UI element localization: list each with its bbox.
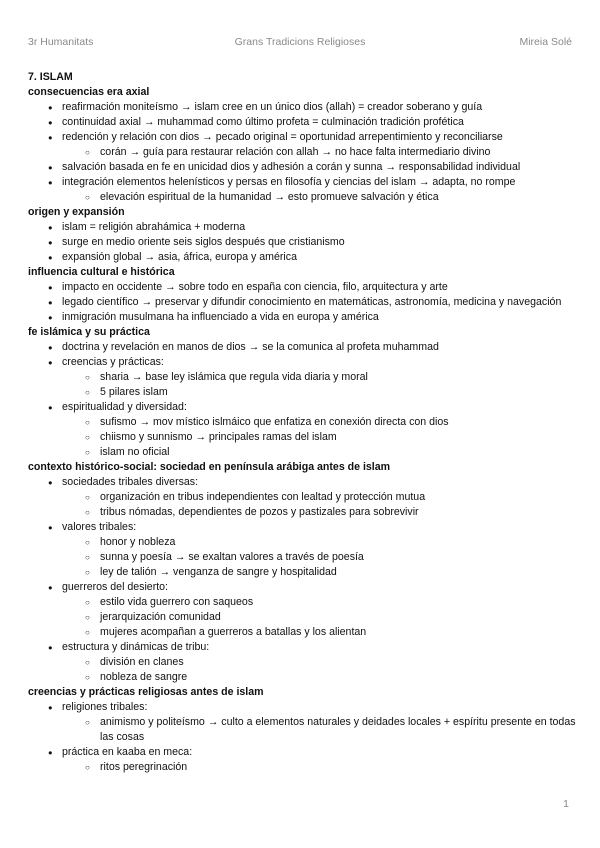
list-item xyxy=(28,700,576,745)
list-item-text: espiritualidad y diversidad: xyxy=(62,401,187,413)
sub-list xyxy=(62,595,576,640)
sub-list xyxy=(62,535,576,580)
sub-list-item: ○ tribus nómadas, dependientes de pozos y pastizales para sobrevivir xyxy=(28,505,576,520)
list-item-text: guerreros del desierto: xyxy=(62,581,168,593)
sub-list-item: ○ organización en tribus independientes con lealtad y protección mutua xyxy=(28,490,576,505)
sub-list-item: ○ sharia → base ley islámica que regula vida diaria y moral xyxy=(28,370,576,385)
list-item: ● reafirmación moniteísmo → islam cree en un único dios (allah) = creador soberano y guía xyxy=(28,100,576,115)
list-item xyxy=(28,130,576,160)
sub-list xyxy=(62,490,576,520)
list-item-text: creencias y prácticas: xyxy=(62,356,164,368)
sub-list xyxy=(62,145,576,160)
list-item xyxy=(28,520,576,580)
sub-list-item: ○ ley de talión → venganza de sangre y hospitalidad xyxy=(28,565,576,580)
sub-list-item: ○ islam no oficial xyxy=(28,445,576,460)
list-item-text: integración elementos helenísticos y persas en filosofía y ciencias del islam → adapta, no rompe xyxy=(62,176,516,188)
bullet-list xyxy=(28,100,576,205)
list-item-text: redención y relación con dios → pecado original = oportunidad arrepentimiento y reconciliarse xyxy=(62,131,503,143)
section-heading: origen y expansión xyxy=(28,206,125,218)
list-item: ● continuidad axial → muhammad como último profeta = culminación tradición profética xyxy=(28,115,576,130)
document-body xyxy=(28,70,576,775)
sub-list-item: ○ mujeres acompañan a guerreros a batallas y los alientan xyxy=(28,625,576,640)
bullet-list xyxy=(28,340,576,460)
list-item: ● doctrina y revelación en manos de dios → se la comunica al profeta muhammad xyxy=(28,340,576,355)
list-item-text: estructura y dinámicas de tribu: xyxy=(62,641,210,653)
sub-list-item: ○ sufismo → mov místico islmáico que enfatiza en conexión directa con dios xyxy=(28,415,576,430)
page-header xyxy=(28,36,572,50)
header-course: 3r Humanitats xyxy=(28,36,94,48)
sub-list-item: ○ división en clanes xyxy=(28,655,576,670)
list-item xyxy=(28,640,576,685)
list-item-text: valores tribales: xyxy=(62,521,137,533)
sub-list xyxy=(62,715,576,745)
bullet-list xyxy=(28,475,576,685)
list-item: ● expansión global → asia, áfrica, europa y américa xyxy=(28,250,576,265)
list-item: ● islam = religión abrahámica + moderna xyxy=(28,220,576,235)
list-item xyxy=(28,355,576,400)
list-item-text: práctica en kaaba en meca: xyxy=(62,746,193,758)
header-author: Mireia Solé xyxy=(519,36,572,48)
document-title: 7. ISLAM xyxy=(28,71,73,83)
list-item xyxy=(28,175,576,205)
list-item-text: sociedades tribales diversas: xyxy=(62,476,199,488)
list-item xyxy=(28,475,576,520)
sub-list-item: ○ ritos peregrinación xyxy=(28,760,576,775)
sub-list xyxy=(62,655,576,685)
sub-list xyxy=(62,415,576,460)
header-subject: Grans Tradicions Religioses xyxy=(234,36,366,48)
sub-list xyxy=(62,760,576,775)
sub-list-item: ○ elevación espiritual de la humanidad → esto promueve salvación y ética xyxy=(28,190,576,205)
page-number: 1 xyxy=(563,798,569,810)
list-item xyxy=(28,745,576,775)
sub-list-item: ○ animismo y politeísmo → culto a elementos naturales y deidades locales + espíritu presente en todas las cosas xyxy=(28,715,576,745)
bullet-list xyxy=(28,280,576,325)
section-heading: consecuencias era axial xyxy=(28,86,150,98)
list-item: ● inmigración musulmana ha influenciado a vida en europa y américa xyxy=(28,310,576,325)
sub-list-item: ○ jerarquización comunidad xyxy=(28,610,576,625)
sub-list-item: ○ chiismo y sunnismo → principales ramas del islam xyxy=(28,430,576,445)
sub-list xyxy=(62,190,576,205)
sub-list-item: ○ nobleza de sangre xyxy=(28,670,576,685)
section-heading: influencia cultural e histórica xyxy=(28,266,175,278)
list-item-text: religiones tribales: xyxy=(62,701,148,713)
list-item: ● salvación basada en fe en unicidad dios y adhesión a corán y sunna → responsabilidad individual xyxy=(28,160,576,175)
sub-list-item: ○ 5 pilares islam xyxy=(28,385,576,400)
section-heading: fe islámica y su práctica xyxy=(28,326,150,338)
section-heading: contexto histórico-social: sociedad en península arábiga antes de islam xyxy=(28,461,391,473)
sub-list-item: ○ corán → guía para restaurar relación con allah → no hace falta intermediario divino xyxy=(28,145,576,160)
list-item: ● surge en medio oriente seis siglos después que cristianismo xyxy=(28,235,576,250)
sub-list-item: ○ honor y nobleza xyxy=(28,535,576,550)
section-heading: creencias y prácticas religiosas antes de islam xyxy=(28,686,264,698)
bullet-list xyxy=(28,700,576,775)
bullet-list xyxy=(28,220,576,265)
sub-list-item: ○ sunna y poesía → se exaltan valores a través de poesía xyxy=(28,550,576,565)
sub-list-item: ○ estilo vida guerrero con saqueos xyxy=(28,595,576,610)
sub-list xyxy=(62,370,576,400)
list-item xyxy=(28,400,576,460)
list-item: ● legado científico → preservar y difundir conocimiento en matemáticas, astronomía, medicina y navegación xyxy=(28,295,576,310)
list-item xyxy=(28,580,576,640)
list-item: ● impacto en occidente → sobre todo en españa con ciencia, filo, arquitectura y arte xyxy=(28,280,576,295)
